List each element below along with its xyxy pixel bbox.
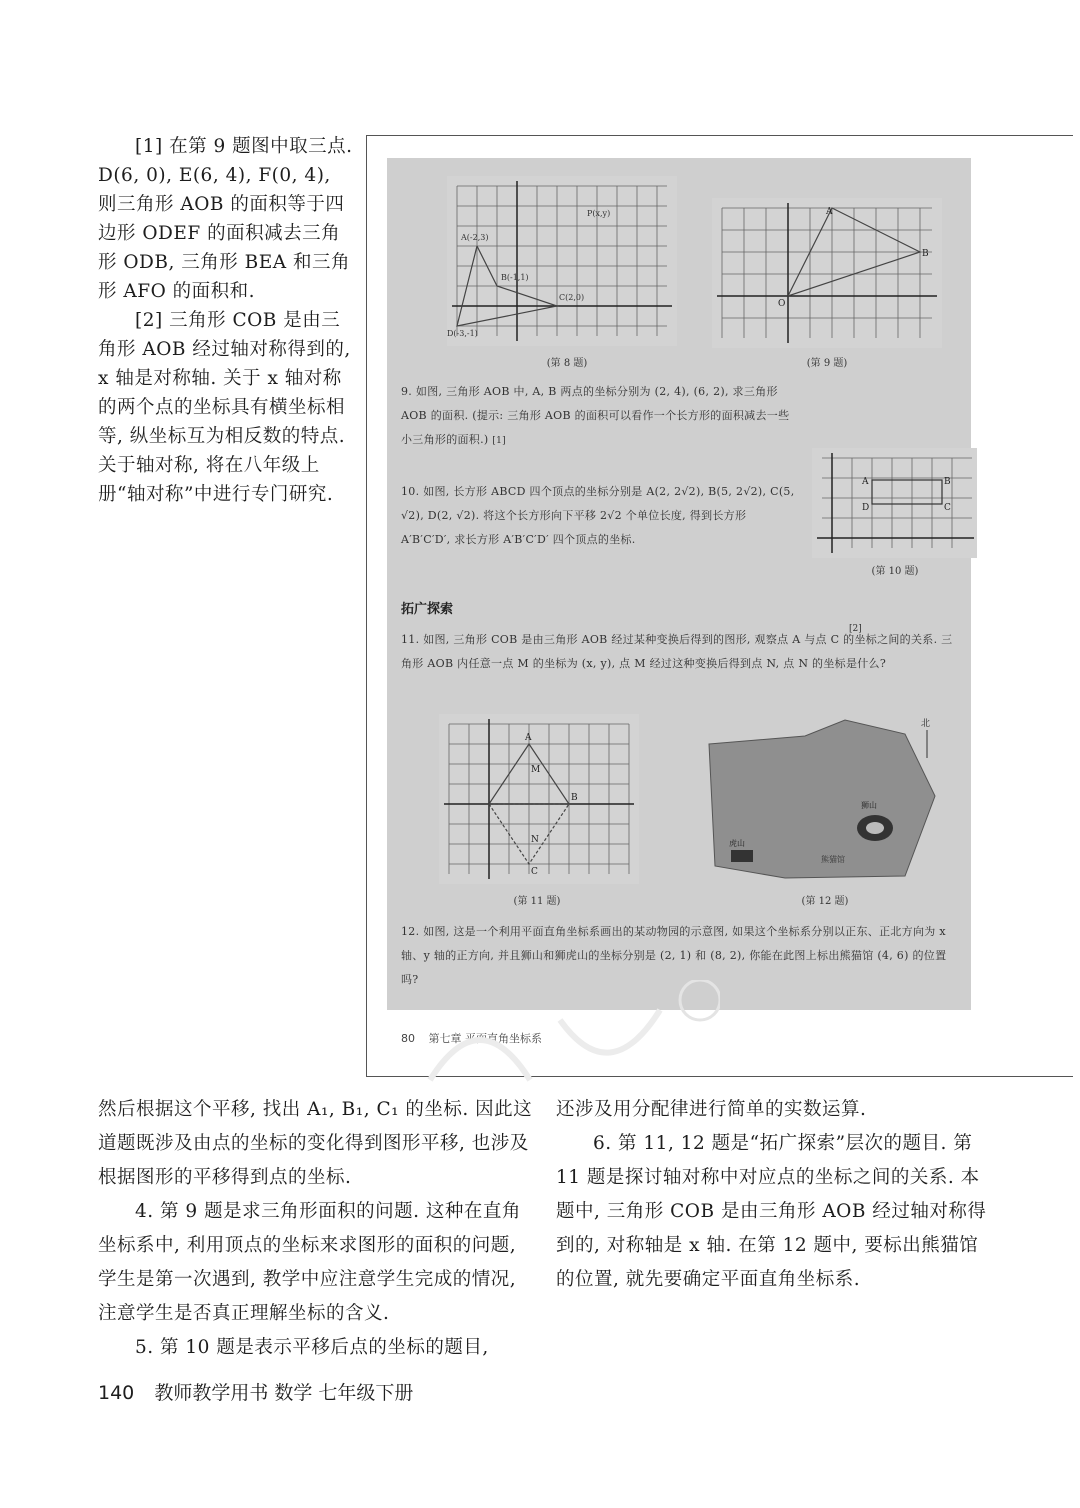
figure-10-grid	[812, 448, 977, 558]
body-right-column	[556, 1093, 996, 1297]
question-10: 10. 如图, 长方形 ABCD 四个顶点的坐标分别是 A(2, 2√2), B(5, 2√2), C(5, √2), D(2, √2). 将这个长方形向下平移 2√2 个单位长度, 得到长方形 A′B′C′D′, 求长方形 A′B′C′D′ 四个顶点的坐标.	[401, 485, 795, 546]
fig8-point-b-label: B(-1,1)	[501, 273, 529, 282]
figure-8-caption: (第 8 题)	[546, 358, 588, 369]
textbook-page-inset	[366, 135, 1073, 1077]
figure-9-caption: (第 9 题)	[806, 358, 848, 369]
inset-chapter-title: 第七章 平面直角坐标系	[428, 1032, 542, 1045]
fig12-panda-label: 熊猫馆	[821, 855, 845, 864]
question-9	[401, 380, 796, 453]
body-right-paragraph-2: 6. 第 11, 12 题是“拓广探索”层次的题目. 第 11 题是探讨轴对称中对应点的坐标之间的关系. 本题中, 三角形 COB 是由三角形 AOB 经过轴对称得到的, 对称轴是 x 轴. 在第 12 题中, 要标出熊猫馆的位置, 就先要确定平面直角坐标系.	[556, 1133, 987, 1290]
fig12-north-label: 北	[921, 719, 931, 729]
fig8-point-p-label: P(x,y)	[587, 209, 611, 218]
figure-10-caption: (第 10 题)	[871, 566, 919, 577]
annotation-2: [2] 三角形 COB 是由三角形 AOB 经过轴对称得到的, x 轴是对称轴. 关于 x 轴对称的两个点的坐标具有横坐标相等, 纵坐标互为相反数的特点. 关于轴对称, 将在八年级上册“轴对称”中进行专门研究.	[98, 310, 351, 505]
body-left-paragraph-3: 5. 第 10 题是表示平移后点的坐标的题目,	[135, 1337, 489, 1358]
textbook-page	[387, 158, 971, 1045]
question-11: 11. 如图, 三角形 COB 是由三角形 AOB 经过某种变换后得到的图形, 观察点 A 与点 C 的坐标之间的关系. 三角形 AOB 内任意一点 M 的坐标为 (x, y), 点 M 经过这种变换后得到点 N, 点 N 的坐标是什么?	[401, 633, 953, 670]
figure-12-caption: (第 12 题)	[801, 896, 849, 907]
figure-12-map	[705, 716, 945, 886]
fig12-lion-label: 狮山	[861, 801, 877, 810]
fig8-point-c-label: C(2,0)	[559, 293, 585, 302]
figure-8-grid	[447, 176, 677, 346]
inset-page-number: 80	[401, 1032, 415, 1045]
fig10-point-a-label: A	[862, 477, 869, 487]
figure-11-grid	[439, 714, 639, 884]
section-title: 拓广探索	[401, 602, 454, 617]
annotation-1: [1] 在第 9 题图中取三点. D(6, 0), E(6, 4), F(0, 4), 则三角形 AOB 的面积等于四边形 ODEF 的面积减去三角形 ODB, 三角形 BEA 和三角形 AFO 的面积和.	[98, 136, 353, 302]
figure-11-caption: (第 11 题)	[513, 896, 561, 907]
page-footer	[98, 1378, 413, 1405]
question-9-note-mark: [1]	[492, 436, 506, 446]
body-left-paragraph-2: 4. 第 9 题是求三角形面积的问题. 这种在直角坐标系中, 利用顶点的坐标来求图形的面积的问题, 学生是第一次遇到, 教学中应注意学生完成的情况, 注意学生是否真正理解坐标的含义.	[98, 1201, 521, 1324]
fig11-point-n-label: N	[531, 835, 539, 845]
fig9-point-o-label: O	[778, 299, 786, 309]
fig11-point-b-label: B	[571, 793, 578, 803]
body-left-column	[98, 1093, 538, 1365]
side-annotation	[98, 132, 356, 509]
fig11-point-m-label: M	[531, 765, 541, 775]
fig9-point-a-label: A	[826, 207, 833, 217]
fig10-point-c-label: C	[944, 503, 951, 513]
fig10-point-b-label: B	[944, 477, 951, 487]
body-left-paragraph-1: 然后根据这个平移, 找出 A₁, B₁, C₁ 的坐标. 因此这道题既涉及由点的坐标的变化得到图形平移, 也涉及根据图形的平移得到点的坐标.	[98, 1099, 533, 1188]
fig12-tiger-label: 虎山	[729, 839, 745, 848]
question-12: 12. 如图, 这是一个利用平面直角坐标系画出的某动物园的示意图, 如果这个坐标系分别以正东、正北方向为 x 轴、y 轴的正方向, 并且狮山和狮虎山的坐标分别是 (2, 1) 和 (8, 2), 你能在此图上标出熊猫馆 (4, 6) 的位置吗?	[401, 925, 947, 986]
fig8-point-a-label: A(-2,3)	[461, 233, 489, 242]
fig9-point-b-label: B	[922, 249, 929, 259]
question-9-text: 9. 如图, 三角形 AOB 中, A, B 两点的坐标分别为 (2, 4), (6, 2), 求三角形 AOB 的面积. (提示: 三角形 AOB 的面积可以看作一个长方形的面积减去一些小三角形的面积.)	[401, 385, 790, 446]
fig10-point-d-label: D	[862, 503, 870, 513]
body-right-paragraph-1: 还涉及用分配律进行简单的实数运算.	[556, 1099, 867, 1120]
figure-9-grid	[712, 198, 942, 348]
fig8-point-d-label: D(-3,-1)	[447, 329, 478, 338]
book-title: 教师教学用书 数学 七年级下册	[154, 1382, 414, 1404]
fig11-point-a-label: A	[525, 733, 532, 743]
page-number: 140	[98, 1382, 135, 1404]
question-11-note-mark: [2]	[849, 624, 862, 634]
fig11-point-c-label: C	[531, 867, 538, 877]
inset-page-footer	[401, 1030, 542, 1046]
